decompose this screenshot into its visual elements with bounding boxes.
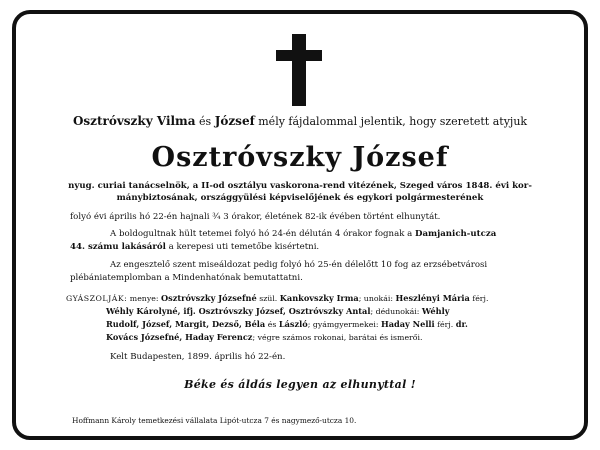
mourners-list: GYÁSZOLJÁK: menye: Osztróvszky Józsefné szül. Kankovszky Irma; unokái: Heszlényi Mária férj. Wéhly Károlyné, ifj. Osztróvszky József, Osztróvszky Antal; dédunokái: Wéhly Rudolf, József, Margit, Dezső, Béla és László; gyámgyermekei: Haday Nelli férj. dr. Kovács Józsefné, Haday Ferencz; végre számos rokonai, barátai és ismerői.: [66, 293, 489, 342]
deceased-name: Osztróvszky József: [151, 142, 449, 173]
deceased-titles: nyug. curiai tanácselnök, a II-od osztályu vaskorona-rend vitézének, Szeged város 1848. évi kor- mánybiztosának, országgyülési képviselőjének és egykori polgármesterének: [68, 181, 532, 203]
announcer-name: Osztróvszky Vilma: [72, 114, 196, 128]
announcement-line: Osztróvszky Vilma és József mély fájdalommal jelentik, hogy szeretett atyjuk: [72, 114, 528, 128]
motto: Béke és áldás legyen az elhunyttal !: [184, 378, 416, 391]
cross-icon: [276, 34, 322, 106]
mass-paragraph: Az engesztelő szent miseáldozat pedig folyó hó 25-én délelőtt 10 fog az erzsébetvárosi plébániatemplomban a Mindenhatónak bemutattatni.: [70, 260, 488, 283]
death-paragraph: folyó évi április hó 22-én hajnali ¾ 3 órakor, életének 82-ik évében történt elhunytát.: [70, 212, 441, 222]
undertaker-footer: Hoffmann Károly temetkezési vállalata Lipót-utcza 7 és nagymező-utcza 10.: [72, 416, 357, 425]
announcer-name-2: József: [214, 114, 255, 128]
date-line: Kelt Budapesten, 1899. április hó 22-én.: [110, 352, 286, 362]
burial-paragraph: A boldogultnak hült tetemei folyó hó 24-én délután 4 órakor fognak a Damjanich-utcza 44. számu lakásáról a kerepesi uti temetőbe kisértetni.: [70, 229, 497, 252]
